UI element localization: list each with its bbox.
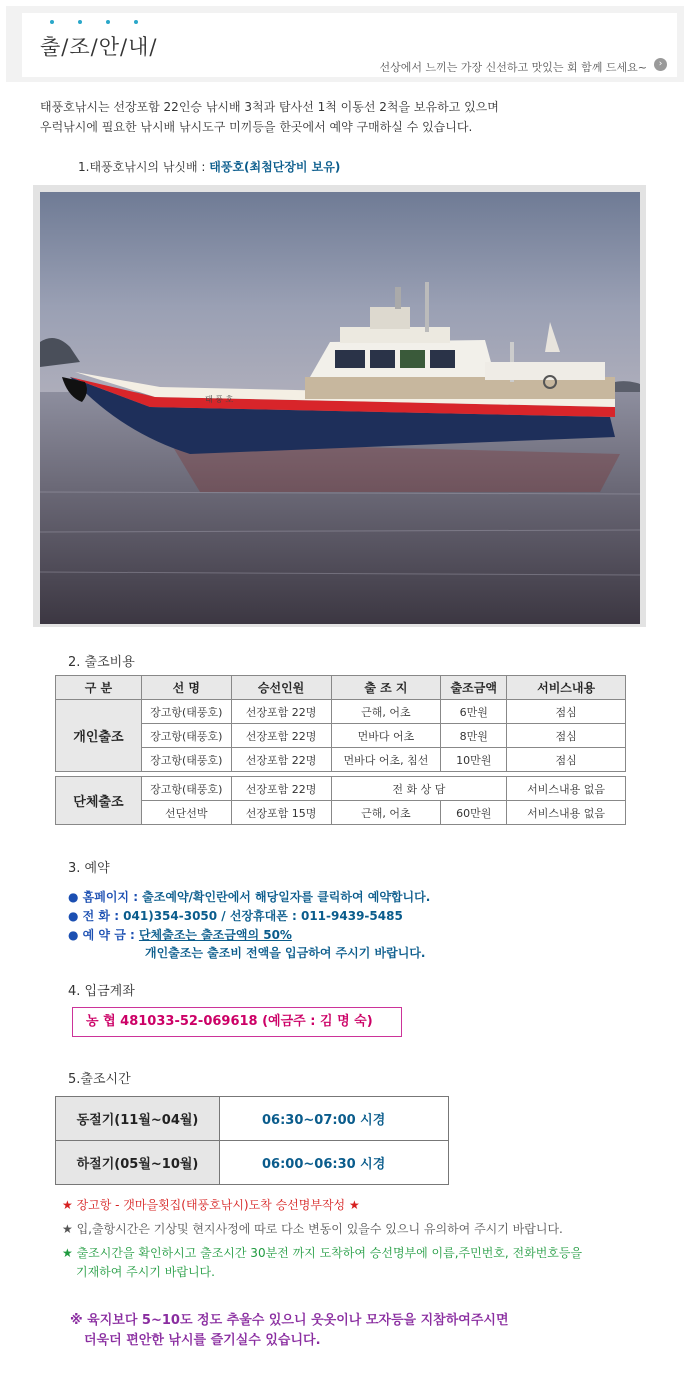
cell-location: 근해, 어초 xyxy=(331,700,441,724)
cell-price: 8만원 xyxy=(441,724,507,748)
chevron-right-circle-icon[interactable]: › xyxy=(654,58,667,71)
cell-capacity: 선장포함 22명 xyxy=(231,700,331,724)
section-1-title xyxy=(78,158,340,175)
section-1-highlight: 태풍호(최첨단장비 보유) xyxy=(209,160,341,174)
cell-vessel: 장고항(태풍호) xyxy=(141,777,231,801)
page-title: 출/조/안/내/ xyxy=(40,35,158,59)
table-row xyxy=(56,1141,449,1185)
note-weather: ※ 육지보다 5~10도 정도 추울수 있으니 웃옷이나 모자등을 지참하여주시면 더욱더 편안한 낚시를 즐기실수 있습니다. xyxy=(70,1313,509,1348)
title-dots xyxy=(50,20,160,26)
cell-price: 60만원 xyxy=(441,801,507,825)
section-4-title: 4. 입금계좌 xyxy=(68,984,135,999)
note-meeting-place: ★ 장고항 - 갯마을횟집(태풍호낚시)도착 승선명부작성 ★ xyxy=(62,1198,360,1212)
time-summer: 06:00~06:30 시경 xyxy=(220,1141,449,1185)
category-group: 단체출조 xyxy=(56,777,142,825)
header-subtitle: 선상에서 느끼는 가장 신선하고 맛있는 회 함께 드세요~ xyxy=(379,61,647,74)
cell-capacity: 선장포함 22명 xyxy=(231,777,331,801)
table-row xyxy=(56,700,626,724)
time-winter: 06:30~07:00 시경 xyxy=(220,1097,449,1141)
section-1-prefix: 1.태풍호낚시의 낚싯배 : xyxy=(78,160,210,174)
reservation-deposit-line-2: 개인출조는 출조비 전액을 입금하여 주시기 바랍니다. xyxy=(145,946,426,960)
cell-location: 먼바다 어초, 침선 xyxy=(331,748,441,772)
table-row xyxy=(56,748,626,772)
season-winter: 동절기(11월~04월) xyxy=(56,1097,220,1141)
col-header-vessel: 선 명 xyxy=(141,676,231,700)
boat-photo-frame xyxy=(33,185,646,627)
cost-header-row xyxy=(56,676,626,700)
intro-line-1: 태풍호낚시는 선장포함 22인승 낚시배 3척과 탐사선 1척 이동선 2척을 보유하고 있으며 xyxy=(40,100,499,114)
table-row xyxy=(56,1097,449,1141)
cell-vessel: 장고항(태풍호) xyxy=(141,700,231,724)
cell-price: 10만원 xyxy=(441,748,507,772)
cell-location: 근해, 어초 xyxy=(331,801,441,825)
col-header-capacity: 승선인원 xyxy=(231,676,331,700)
table-row xyxy=(56,724,626,748)
category-personal: 개인출조 xyxy=(56,700,142,772)
boat-photo xyxy=(40,192,640,624)
cell-service: 점심 xyxy=(507,700,626,724)
cell-price: 6만원 xyxy=(441,700,507,724)
reservation-homepage-link[interactable]: 출조예약/확인란에서 해당일자를 클릭하여 예약합니다. xyxy=(142,890,431,904)
season-summer: 하절기(05월~10월) xyxy=(56,1141,220,1185)
header-box xyxy=(6,6,684,82)
section-3-title: 3. 예약 xyxy=(68,861,110,876)
cell-service: 점심 xyxy=(507,724,626,748)
col-header-location: 출 조 지 xyxy=(331,676,441,700)
cell-capacity: 선장포함 15명 xyxy=(231,801,331,825)
boat-hull-name: 태 풍 호 xyxy=(205,395,234,404)
cell-vessel: 장고항(태풍호) xyxy=(141,748,231,772)
col-header-price: 출조금액 xyxy=(441,676,507,700)
reservation-phone: ● 전 화 : 041)354-3050 / 선장휴대폰 : 011-9439-5485 xyxy=(68,909,403,923)
table-row xyxy=(56,777,626,801)
schedule-table xyxy=(55,1096,449,1185)
cell-vessel: 선단선박 xyxy=(141,801,231,825)
note-schedule-change: ★ 입,출항시간은 기상및 현지사정에 따로 다소 변동이 있을수 있으니 유의하여 주시기 바랍니다. xyxy=(62,1222,563,1236)
table-row xyxy=(56,801,626,825)
bank-account-box: 농 협 481033-52-069618 (예금주 : 김 명 숙) xyxy=(72,1007,402,1037)
section-2-title: 2. 출조비용 xyxy=(68,655,135,670)
intro-line-2: 우럭낚시에 필요한 낚시배 낚시도구 미끼등을 한곳에서 예약 구매하실 수 있습니다. xyxy=(40,120,473,134)
cell-vessel: 장고항(태풍호) xyxy=(141,724,231,748)
cell-service: 서비스내용 없음 xyxy=(507,777,626,801)
cell-service: 점심 xyxy=(507,748,626,772)
cell-capacity: 선장포함 22명 xyxy=(231,748,331,772)
cell-service: 서비스내용 없음 xyxy=(507,801,626,825)
reservation-deposit: ● 예 약 금 : 단체출조는 출조금액의 50% xyxy=(68,928,292,942)
cell-location: 먼바다 어초 xyxy=(331,724,441,748)
note-arrival: ★ 출조시간을 확인하시고 출조시간 30분전 까지 도착하여 승선명부에 이름,주민번호, 전화번호등을 기재하여 주시기 바랍니다. xyxy=(62,1246,583,1279)
intro-text xyxy=(40,97,499,137)
cell-location: 전 화 상 담 xyxy=(331,777,507,801)
col-header-category: 구 분 xyxy=(56,676,142,700)
cell-capacity: 선장포함 22명 xyxy=(231,724,331,748)
col-header-service: 서비스내용 xyxy=(507,676,626,700)
reservation-homepage: ● 홈페이지 : 출조예약/확인란에서 해당일자를 클릭하여 예약합니다. xyxy=(68,890,431,904)
cost-table xyxy=(55,675,626,825)
header-panel xyxy=(22,13,677,77)
section-5-title: 5.출조시간 xyxy=(68,1072,131,1087)
